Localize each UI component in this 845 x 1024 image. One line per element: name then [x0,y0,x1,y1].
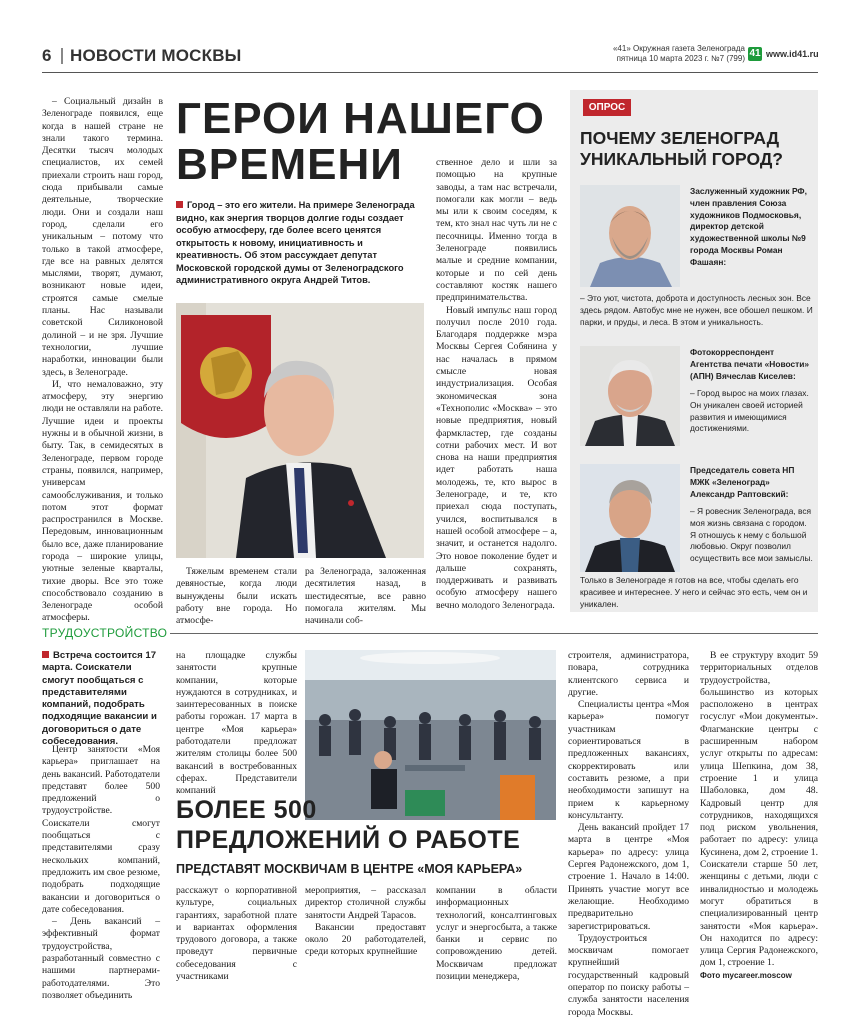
article1-headline-line: ВРЕМЕНИ [176,140,403,189]
article2-paragraph: Центр занятости «Моя карьера» приглашает на день вакансий. Работодатели представят более 500 предложений о трудоустройстве. Соискатели смогут пообщаться с представителями сразу нескольких компаний, предложить им свое резюме, подобрать подходящие вакансии и договориться о дате собеседования. [42,744,160,915]
respondent-2-bio [690,347,814,382]
publication-date: пятница 10 марта 2023 г. №7 (799) [616,54,745,63]
survey-tag: ОПРОС [583,99,631,116]
respondent-2-photo [580,346,680,446]
bullet-marker [176,201,183,208]
respondent-1-bio [690,186,814,269]
survey-title-line: ПОЧЕМУ ЗЕЛЕНОГРАД [580,128,780,148]
deputy-photo-illustration [176,303,424,558]
article1-column-3 [305,566,426,627]
article2-paragraph: компании в области информационных технологий, консалтинговых услуг и энергосбыта, а также банки и сервис по сопровождению детей. Москвичам предложат позиции менеджера, [436,885,557,983]
respondent-2-quote: – Город вырос на моих глазах. Он уникален своей историей развития и имеющимися достижениями. [690,388,809,434]
website-link[interactable]: www.id41.ru [766,49,819,59]
article2-paragraph: расскажут о корпоративной культуре, социальных гарантиях, заработной плате и вариантах оформления трудового договора, а также проведут первичные собеседования с участниками [176,885,297,983]
article2-headline-line: БОЛЕЕ 500 [176,796,317,824]
respondent-2-bio-text: Фотокорреспондент Агентства печати «Новости» (АПН) Вячеслав Киселев: [690,347,810,381]
respondent-1-illustration [580,185,680,287]
respondent-1-bio-text: Заслуженный художник РФ, член правления Союза художников Подмосковья, директор детской художественной школы №9 города Москвы Роман Фашаян: [690,186,807,267]
article1-paragraph: И, что немаловажно, эту атмосферу, эту энергию люди не оставляли на работе. Лучшие идеи и проекты нужны и в обычной жизни, в быту. Так, в семидесятых в Зеленограде, первом городе страны, появился, например, универсам самообслуживания, и только потом этот формат распространился в Москве. Передовым, инновационным было все, даже планирование города – широкие улицы, уютные зеленые кварталы, тихие дворы. Все это тоже способствовало созданию в Зеленограде особой атмосферы. [42,378,163,624]
respondent-1-photo [580,185,680,287]
newspaper-logo: 41 [749,48,761,59]
survey-title-line: УНИКАЛЬНЫЙ ГОРОД? [580,149,783,169]
article2-paragraph: Специалисты центра «Моя карьера» помогут участникам сориентироваться в предложенных вакансиях, скорректировать или составить резюме, а при необходимости запишут на прием к карьерному консультанту. [568,699,689,821]
rubric-label: ТРУДОУСТРОЙСТВО [42,626,168,640]
article2-lead [42,650,160,748]
article1-lead [176,199,428,287]
article2-paragraph: – День вакансий – эффективный формат трудоустройства, разработанный совместно с нашими партнерами-работодателями. Это позволяет объединить [42,916,160,1001]
article2-paragraph: Трудоустроиться москвичам помогает крупнейший государственный кадровый оператор по поиску работы – служба занятости населения города Москвы. [568,932,689,1018]
respondent-3-photo [580,464,680,572]
article1-headline-line: ГЕРОИ НАШЕГО [176,94,545,143]
article2-paragraph: День вакансий пройдет 17 марта в центре «Моя карьера» по адресу: улица Сергея Радонежского, дом 1, строение 1. Начало в 14:00. Принять участие могут все желающие. Необходимо предварительно зарегистрироваться. [568,822,689,932]
section-title: НОВОСТИ МОСКВЫ [70,46,242,65]
respondent-1-quote: – Это уют, чистота, доброта и доступность лесных зон. Все здесь рядом. Автобус мне не нужен, все обошел пешком. И парки, и пруды, и леса. В этом и уникальность. [580,293,813,327]
article2-paragraph: на площадке службы занятости крупные компании, которые нуждаются в сотрудниках, и заинтересованных в поиске работы горожан. 17 марта в центре «Моя карьера» работодатели предложат жителям столицы более 500 вакансий в востребованных сферах. Представители компаний [176,650,297,797]
respondent-3-bio-text: Председатель совета НП МЖК «Зеленоград» Александр Раптовский: [690,465,795,499]
article1-column-4 [436,157,557,612]
article2-headline-line: ПРЕДЛОЖЕНИЙ О РАБОТЕ [176,826,521,854]
page-number: 6 [42,46,52,65]
article2-subheadline: ПРЕДСТАВЯТ МОСКВИЧАМ В ЦЕНТРЕ «МОЯ КАРЬЕРА» [176,862,523,876]
article1-column-2 [176,566,297,627]
article1-paragraph: ственное дело и шли за помощью на крупные заводы, а там нас встречали, помогали как могли – ведь мы или к своим соседям, к тем, кто знал нас чуть ли не с песочницы. Именно тогда в Зеленограде появились малые и средние компании, которые и по сей день составляют костяк нашего предпринимательства. [436,157,557,304]
publication-name: «41» Окружная газета Зеленограда [612,44,745,53]
bullet-marker [42,651,49,658]
rubric-rule [170,633,818,634]
article2-column-6 [700,650,818,970]
header-rule [42,72,818,73]
article2-paragraph: В ее структуру входит 59 территориальных отделов трудоустройства, большинство из которых расположено в центрах госуслуг «Мои документы». Флагманские центры с расширенным набором услуг открыты по адресам: улица Шепкина, дом 38, строение 1 и улица Шаболовка, дом 48. Кадровый центр для сотрудников, находящихся под риском увольнения, работает по адресу: улица Кусинена, дом 2, строение 1. Соискатели старше 50 лет, женщины с детьми, люди с инвалидностью и молодежь могут обратиться в специализированный центр занятости «Моя карьера». Он находится по адресу: улица Сергия Радонежского, дом 1, строение 1. [700,650,818,969]
article2-lead-text: Встреча состоится 17 марта. Соискатели смогут пообщаться с представителями компаний, подобрать подходящие вакансии и договориться о дате собеседования. [42,650,157,748]
article2-column-4 [436,885,557,983]
respondent-3-illustration [580,464,680,572]
article2-paragraph: мероприятия, – рассказал директор столичной службы занятости Андрей Тарасов. [305,885,426,921]
article1-lead-text: Город – это его жители. На примере Зеленограда видно, как энергия творцов долгие годы создает особую атмосферу, где более всего ценятся открытость к новому, инициативность и креативность. Об этом рассуждает депутат Московской городской думы от Зеленоградского административного округа Андрей Титов. [176,200,415,285]
publication-info [595,44,745,64]
article2-paragraph: Вакансии предоставят около 20 работодателей, среди которых крупнейшие [305,921,426,958]
deputy-photo [176,303,424,558]
article2-column-2-bottom [176,885,297,983]
article2-paragraph: строителя, администратора, повара, сотрудника клиентского сервиса и другие. [568,650,689,698]
article2-column-2-top [176,650,297,798]
article2-column-1 [42,744,160,1002]
respondent-3-quote: – Я ровесник Зеленограда, вся моя жизнь связана с городом. Я отношусь к нему с большой любовью. Округ позволил осуществить все мои замыслы. [690,506,813,564]
article1-paragraph: ра Зеленограда, заложенная десятилетия назад, в шестидесятые, все равно помогала жителям. Мы начинали соб- [305,566,426,627]
survey-title [580,128,810,170]
photo-credit: Фото mycareer.moscow [700,971,792,980]
respondent-3-bio [690,465,814,500]
article2-column-5 [568,650,689,1019]
article2-column-3 [305,885,426,959]
article1-column-1 [42,96,163,625]
article1-paragraph: – Социальный дизайн в Зеленограде появился, еще когда в нашей стране не знали такого термина. Десятки тысяч молодых специалистов, их семей приехали строить наш город, сюда прибывали самые деятельные, творческие люди. Они и создали наш город, сделали его уникальным – потому что только в такой атмосфере, где все на равных делятся мыслями, творят, думают, возникают новые идеи, строятся самые смелые планы. Нас называли советской Силиконовой долиной – и не зря. Лучшие технологии, лучшие наработки, инновации были здесь, в Зеленограде. [42,96,163,378]
respondent-3-quote-continued: Только в Зеленограде я готов на все, чтобы сделать его красивее и интереснее. У него и сейчас это есть, чем он и уникален. [580,575,808,609]
article2-headline [176,795,561,855]
respondent-2-illustration [580,346,680,446]
article1-paragraph: Тяжелым временем стали девяностые, когда люди вынуждены были искать работу вне города. Но атмосфе- [176,566,297,627]
article1-paragraph: Новый импульс наш город получил после 2010 года. Благодаря поддержке мэра Москвы Сергея Собянина у нас началась в прямом смысле новая индустриализация. Особая экономическая зона «Технополис «Москва» – это новые предприятия, новый фармкластер, где созданы сотни рабочих мест. И вот снова на наши предприятия идет работать наша молодежь, те, кто вырос в Зеленограде, и те, кто приехал сюда поступать, учился, воспитывался в нашей особой атмосфере – а, значит, и останется надолго. Это новое поколение будет и дальше сохранять, поддерживать и развивать особую атмосферу нашего вечно молодого Зеленограда. [436,304,557,611]
page-number-divider [61,48,63,64]
